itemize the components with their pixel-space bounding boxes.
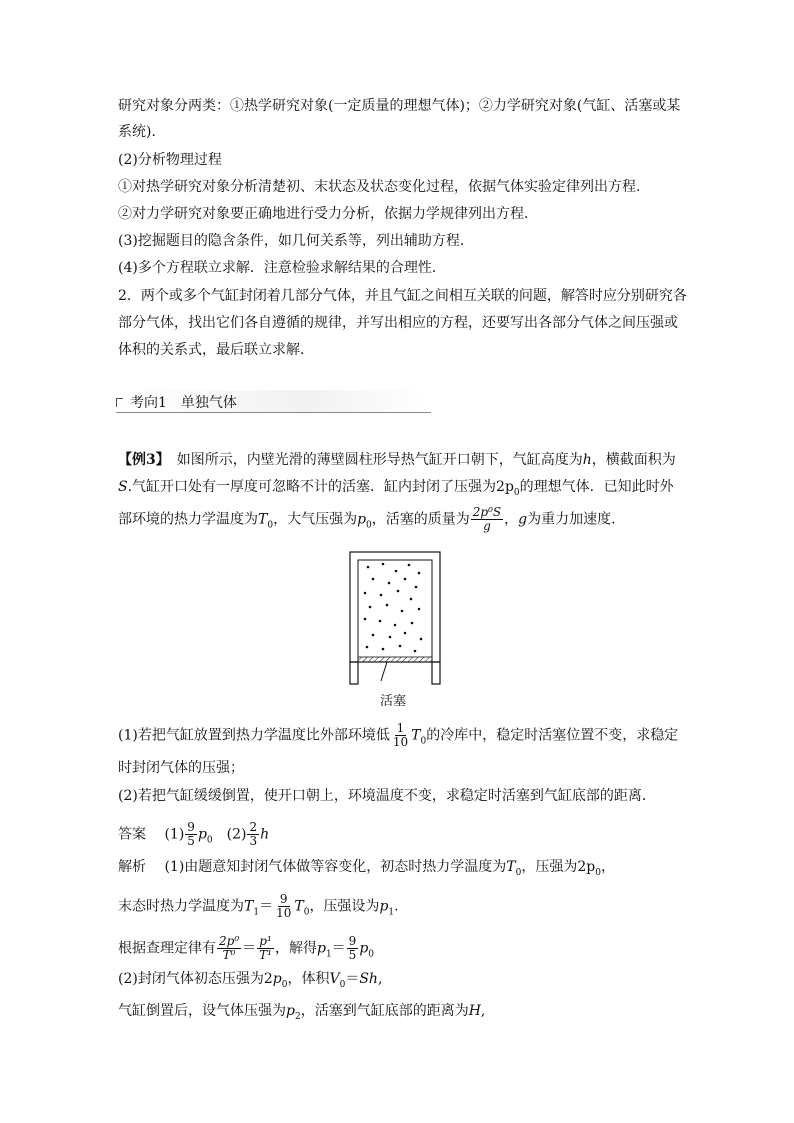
var-p0: p — [357, 511, 367, 528]
text: ，活塞的质量为 — [371, 511, 470, 528]
text: ②对力学研究对象要正确地进行受力分析，依据力学规律列出方程． — [118, 206, 538, 222]
analysis-line-5: 气缸倒置后，设气体压强为$p_2$，活塞到气缸底部的距离为H, — [118, 1003, 486, 1022]
text: (2)分析物理过程 — [118, 152, 222, 168]
var-p0: p — [359, 940, 369, 957]
text: 研究对象分两类：①热学研究对象(一定质量的理想气体)；②力学研究对象(气缸、活塞或某 — [118, 98, 681, 114]
text: 根据查理定律有 — [118, 940, 216, 957]
section-title: 考向1 单独气体 — [130, 395, 237, 411]
analysis-line-3: 根据查理定律有 $\frac{\text{2p⁰}}{\text{T⁰}}$ ＝ $\frac{\text{p¹}}{\text{T¹}}$ ，解得$p_1=$ $\frac{9}{5}$ $p_0$ — [118, 934, 375, 962]
fraction-numerator: 9 — [279, 892, 288, 906]
text: 末态时热力学温度为 — [118, 898, 244, 915]
text: 部分气体，找出它们各自遵循的规律，并写出相应的方程，还要写出各部分气体之间压强或 — [118, 315, 678, 331]
analysis-line-1: 解析 (1)由题意知封闭气体做等容变化，初态时热力学温度为$T_0$，压强为$2p_0$， — [118, 859, 615, 878]
answer-line: 答案 (1) $\frac{9}{5}$ $p_0$ (2) $\frac{2}{3}$ h — [118, 820, 270, 848]
var-S: S — [118, 479, 128, 495]
text: (3)挖掘题目的隐含条件，如几何关系等，列出辅助方程． — [118, 233, 474, 249]
text: (2)若把气缸缓缓倒置，使开口朝上，环境温度不变，求稳定时活塞到气缸底部的距离． — [118, 788, 656, 804]
fraction-numerator: 2 — [249, 820, 258, 834]
fraction-denominator: T¹ — [259, 948, 272, 962]
fraction-denominator: 5 — [187, 834, 195, 848]
fraction-charles-right — [257, 935, 274, 962]
text: (1)由题意知封闭气体做等容变化，初态时热力学温度为 — [164, 859, 507, 875]
fraction-answer-1 — [185, 821, 197, 848]
cylinder-outer-wall — [350, 552, 440, 662]
example-line-2: S.气缸开口处有一厚度可忽略不计的活塞．缸内封闭了压强为$2p_0$的理想气体．已知此时外 — [118, 479, 674, 498]
equals-sign: ＝ — [345, 971, 360, 987]
text: ， — [504, 511, 519, 528]
text: (2)封闭气体初态压强为 — [118, 971, 264, 987]
text: (1) — [164, 826, 185, 843]
text: 部环境的热力学温度为 — [118, 511, 258, 528]
var-g: g — [518, 511, 528, 528]
fraction-charles-left — [217, 935, 241, 962]
right-support — [432, 662, 440, 684]
fraction-denominator: 5 — [348, 948, 357, 962]
var-2p0: 2p — [496, 479, 514, 495]
text: ，压强为 — [521, 859, 578, 875]
equals-sign: ＝ — [259, 898, 274, 915]
fraction-numerator: 2p⁰S — [472, 505, 502, 519]
corner-mark-icon — [116, 398, 123, 407]
paragraph-multi-cylinder-2 — [118, 313, 678, 333]
text: 体积的关系式，最后联立求解． — [118, 342, 314, 358]
text: 的冷库中，稳定时活塞位置不变，求稳定 — [426, 727, 679, 744]
paragraph-solve — [118, 258, 446, 278]
var-T1: T — [244, 898, 254, 915]
paragraph-multi-cylinder-3 — [118, 340, 314, 360]
text: ，大气压强为 — [273, 511, 358, 528]
text: ①对热学研究对象分析清楚初、末状态及状态变化过程，依据气体实验定律列出方程． — [118, 179, 650, 195]
var-p: p — [272, 971, 282, 987]
fraction-denominator: g — [483, 519, 491, 533]
example-tag: 【例3】 — [118, 452, 163, 468]
text: 为重力加速度． — [527, 511, 626, 528]
cylinder-figure — [345, 549, 445, 709]
cylinder-inner-wall — [358, 560, 432, 662]
paragraph-hidden-conditions — [118, 231, 474, 251]
left-support — [350, 662, 358, 684]
analysis-line-2: 末态时热力学温度为$T_1=$ $\frac{9}{10}$ $T_0$，压强设为$p_1$. — [118, 892, 399, 920]
text: 时封闭气体的压强； — [118, 760, 244, 776]
paragraph-thermal — [118, 177, 650, 197]
example-line-3: 部环境的热力学温度为$T_0$，大气压强为$p_0$，活塞的质量为 $\frac{\text{2p⁰S}}{g}$ ，g为重力加速度． — [118, 505, 626, 533]
var-Sh: Sh — [359, 971, 378, 987]
var-T0: T — [506, 859, 516, 875]
question-1-cont — [118, 758, 244, 778]
var-p1: p — [316, 940, 326, 957]
text: (2) — [226, 826, 247, 843]
text: (1)若把气缸放置到热力学温度比外部环境低 — [118, 727, 390, 744]
fraction-denominator: T⁰ — [222, 948, 236, 962]
var-2p0: 2 — [263, 971, 273, 987]
leader-line — [381, 662, 387, 681]
text: ，体积 — [287, 971, 330, 987]
var-p2: p — [286, 1003, 295, 1019]
text: 气缸倒置后，设气体压强为 — [118, 1003, 286, 1019]
heading-analyze-process — [118, 150, 222, 170]
var-h: h — [582, 452, 592, 468]
fraction-numerator: p¹ — [259, 934, 272, 948]
example-line-1 — [118, 450, 676, 470]
var-H: H — [468, 1003, 481, 1019]
paragraph-research-objects-cont — [118, 122, 165, 142]
var-p1: p — [379, 898, 389, 915]
cylinder-diagram — [345, 549, 445, 689]
answer-label: 答案 — [118, 826, 146, 843]
fraction-numerator: 1 — [396, 721, 405, 735]
text: 如图所示，内壁光滑的薄壁圆柱形导热气缸开口朝下，气缸高度为 — [162, 452, 583, 468]
fraction-numerator: 9 — [187, 820, 195, 834]
question-1: (1)若把气缸放置到热力学温度比外部环境低 $\frac{1}{10}$ $T_0$的冷库中，稳定时活塞位置不变，求稳定 — [118, 721, 679, 749]
text: (4)多个方程联立求解．注意检验求解结果的合理性． — [118, 260, 446, 276]
piston — [358, 657, 432, 662]
fraction-denominator: 10 — [392, 735, 409, 749]
fraction-denominator: 10 — [276, 906, 292, 920]
paragraph-multi-cylinder — [118, 286, 687, 306]
analysis-label: 解析 — [118, 859, 146, 875]
text: ，解得 — [274, 940, 317, 957]
var-h: h — [260, 826, 270, 843]
fraction-numerator: 2p⁰ — [219, 934, 240, 948]
var-T0: T — [258, 511, 268, 528]
gas-molecules — [364, 563, 423, 653]
section-heading-bar — [116, 390, 431, 413]
text: 2．两个或多个气缸封闭着几部分气体，并且气缸之间相互关联的问题，解答时应分别研究各 — [118, 288, 687, 304]
text: .气缸开口处有一厚度可忽略不计的活塞．缸内封闭了压强为 — [127, 479, 497, 495]
fraction-denominator: 3 — [249, 834, 258, 848]
var-2p0: 2p — [577, 859, 596, 875]
fraction-nine-tenths — [274, 893, 293, 920]
text: 系统)． — [118, 124, 166, 140]
fraction-result — [347, 935, 359, 962]
paragraph-mechanical — [118, 204, 538, 224]
var-V0: V — [329, 971, 340, 987]
var-T0: T — [294, 898, 304, 915]
paragraph-research-objects — [118, 96, 680, 116]
analysis-line-4: (2)封闭气体初态压强为$2p_0$，体积$V_0=Sh$, — [118, 971, 383, 990]
fraction-numerator: 9 — [348, 934, 357, 948]
fraction-answer-2 — [247, 821, 259, 848]
text: ，活塞到气缸底部的距离为 — [300, 1003, 469, 1019]
text: 的理想气体．已知此时外 — [519, 479, 674, 495]
fraction-mass — [471, 506, 503, 533]
var-T0: T — [411, 727, 421, 744]
text: ，压强设为 — [309, 898, 380, 915]
fraction-one-tenth — [391, 722, 410, 749]
var-p0: p — [197, 826, 207, 843]
question-2 — [118, 786, 656, 806]
figure-caption: 活塞 — [380, 694, 407, 709]
text: ，横截面积为 — [591, 452, 676, 468]
